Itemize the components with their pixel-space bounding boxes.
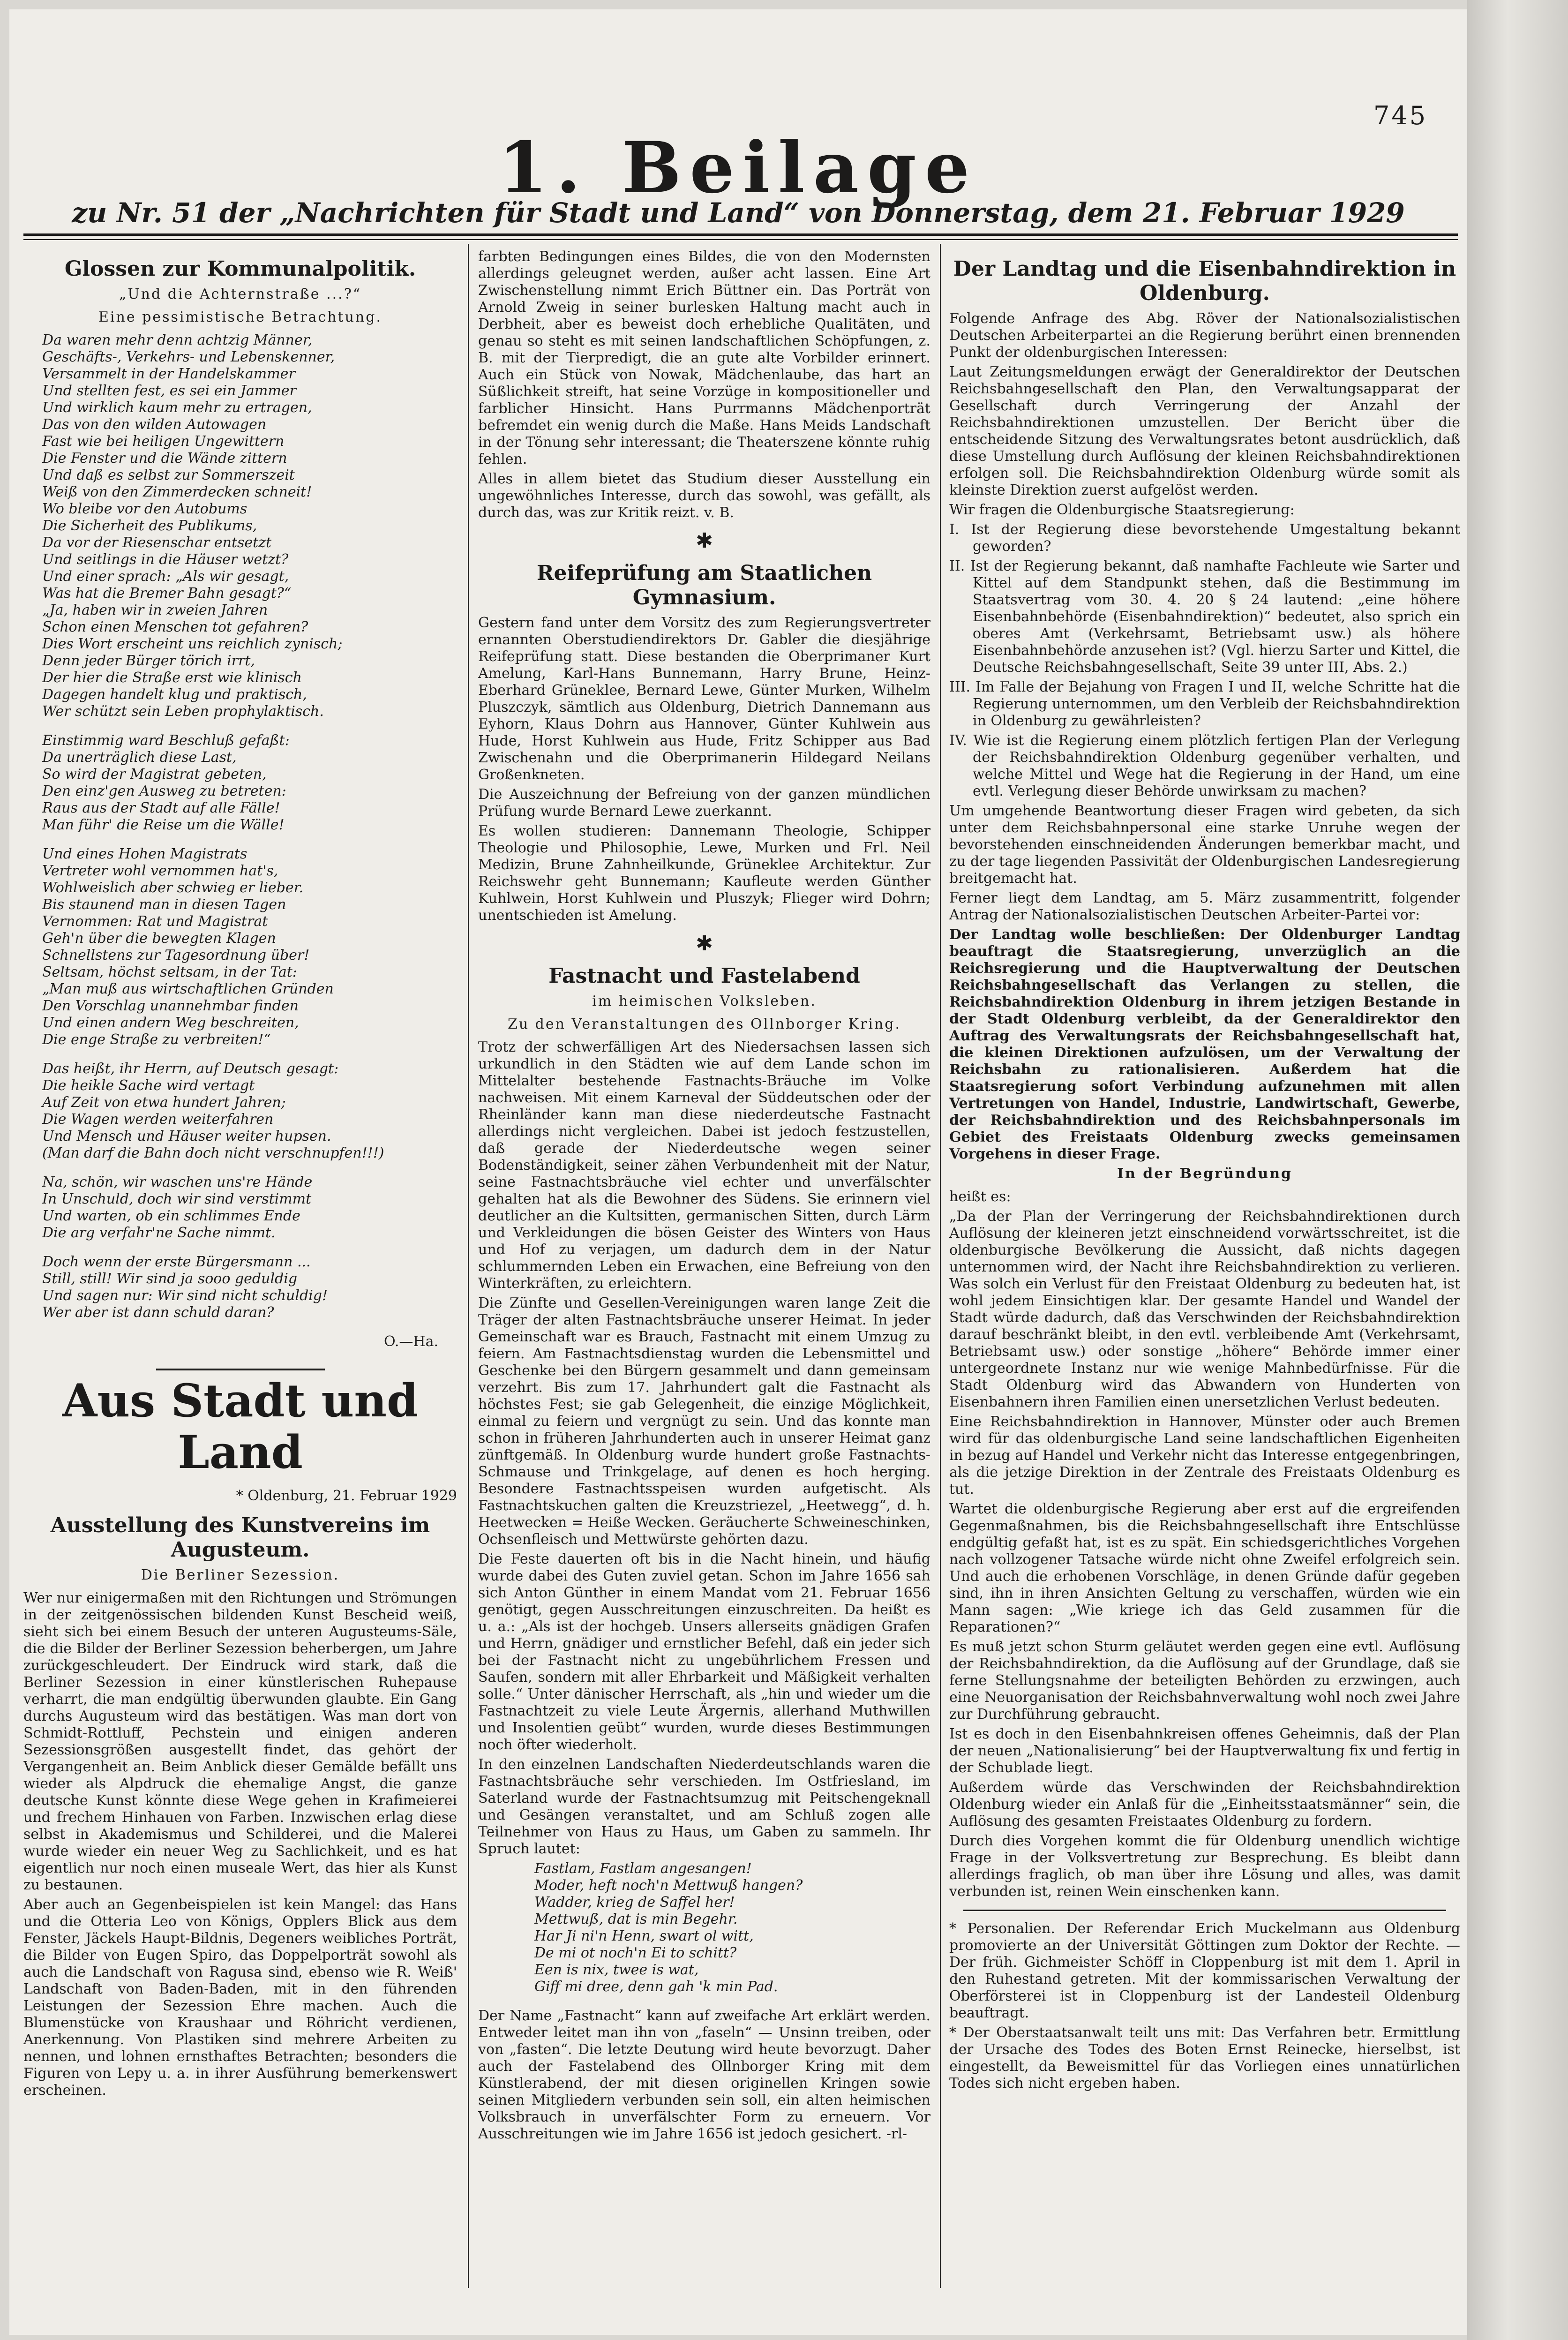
column-divider-1 xyxy=(468,244,469,2288)
article-paragraph: Laut Zeitungsmeldungen erwägt der Generaldirektor der Deutschen Reichsbahngesellschaft den Plan, den Verwaltungsapparat der Gesellschaft durch Verringerung der Anzahl der Reichsbahndirektionen umzustellen. Der Bericht über die entscheidende Sitzung des Verwaltungsrates betont ausdrücklich, daß diese Umstellung durch Auflösung der kleinen Reichsbahndirektionen erfolgen soll. Die Reichsbahndirektion Oldenburg würde somit als kleinste Direktion zuerst aufgelöst werden. xyxy=(949,364,1460,498)
article-paragraph: Aber auch an Gegenbeispielen ist kein Mangel: das Hans und die Otteria Leo von Königs, Opplers Blick aus dem Fenster, Jäckels Haupt-Bildnis, Degeners weibliches Porträt, die Bilder von Eugen Spiro, das Doppelporträt sowohl als auch die Landschaft von Ragusa sind, ebenso wie R. Weiß' Landschaft von Baden-Baden, mit in den führenden Leistungen der Sezession Ehre machen. Auch die Blumenstücke von Kraushaar und Röhricht verdienen, Anerkennung. Von Plastiken sind mehrere Arbeiten zu nennen, und lohnen ernsthaftes Betrachten; besonders die Figuren von Lepy u. a. in ihrer Ausführung bemerkenswert erscheinen. xyxy=(23,1896,457,2099)
article-paragraph: Es muß jetzt schon Sturm geläutet werden gegen eine evtl. Auflösung der Reichsbahndirektion, da die Auflösung auf der Grundlage, daß sie ferne Stellungsnahme der beteiligten Behörden zu erzwingen, auch eine Neuorganisation der Reichsbahnverwaltung wohl noch zwei Jahre zur Durchführung gebraucht. xyxy=(949,1639,1460,1723)
article-paragraph: Um umgehende Beantwortung dieser Fragen wird gebeten, da sich unter dem Reichsbahnpersonal eine starke Unruhe wegen der bevorstehenden einschneidenden Änderungen bemerkbar macht, und zu der tage liegenden Passivität der Oldenburgischen Landesregierung breitgemacht hat. xyxy=(949,803,1460,887)
news-note: * Der Oberstaatsanwalt teilt uns mit: Das Verfahren betr. Ermittlung der Ursache des Todes des Boten Ernst Reinecke, hierselbst, ist eingestellt, da Beweismittel für das Vorliegen eines unnatürlichen Todes sich nicht ergeben haben. xyxy=(949,2024,1460,2092)
article-paragraph: Trotz der schwerfälligen Art des Niedersachsen lassen sich urkundlich in den Städten wie auf dem Lande schon im Mittelalter bestehende Fastnachts-Bräuche im Volke nachweisen. Mit einem Karneval der Süddeutschen oder der Rheinländer kann man diese niederdeutsche Fastnacht allerdings nicht vergleichen. Dabei ist jedoch festzustellen, daß gerade der Niederdeutsche wegen seiner Bodenständigkeit, seiner zähen Verbundenheit mit der Natur, seine Fastnachtsbräuche viel echter und unverfälschter gehalten hat als die Bewohner des Südens. Sie erinnern viel deutlicher an die Kultsitten, germanischen Sitten, durch Lärm und Verkleidungen die bösen Geister des Winters von Haus und Hof zu verjagen, um dadurch dem in der Natur schlummernden Leben ein Erwachen, eine Befreiung von den Winterkräften, zu erleichtern. xyxy=(478,1039,930,1292)
article-paragraph: Ist es doch in den Eisenbahnkreisen offenes Geheimnis, daß der Plan der neuen „Nationalisierung“ bei der Hauptverwaltung fix und fertig in der Schublade liegt. xyxy=(949,1726,1460,1776)
article-paragraph: „Da der Plan der Verringerung der Reichsbahndirektionen durch Auflösung der kleineren jetzt einschneidend vorwärtsschreitet, ist die oldenburgische Bevölkerung die Aussicht, daß nichts dagegen unternommen wird, der Nacht ihre Reichsbahndirektion zu verlieren. Was solch ein Verlust für den Freistaat Oldenburg zu bedeuten hat, ist wohl jedem Einsichtigen klar. Der gesamte Handel und Wandel der Stadt würde dadurch, daß das Verschwinden der Reichsbahndirektion darauf beschränkt bleibt, in den evtl. verbleibende Amt (Verkehrsamt, Betriebsamt usw.) oder sonstige „höhere“ Behörde immer einer untergeordnete Instanz nur wie wenige Mahnbedürfnisse. Für die Stadt Oldenburg wird das Abwandern von Hunderten von Eisenbahnern ihren Familien einen unersetzlichen Verlust bedeuten. xyxy=(949,1208,1460,1410)
article-note-fastnacht: Zu den Veranstaltungen des Ollnborger Kring. xyxy=(507,1016,901,1032)
article-subheading-fastnacht: im heimischen Volksleben. xyxy=(592,993,817,1009)
article-heading-landtag: Der Landtag und die Eisenbahndirektion in Oldenburg. xyxy=(953,257,1456,305)
landtag-motion: Der Landtag wolle beschließen: Der Oldenburger Landtag beauftragt die Staatsregierung, unverzüglich an die Reichsregierung und die Hauptverwaltung der Deutschen Reichsbahngesellschaft das Verlangen zu stellen, die Reichsbahndirektion Oldenburg in ihrem jetzigen Bestande in der Stadt Oldenburg verbleibt, da der Generaldirektor den Auftrag des Verwaltungsrats der Reichsbahngesellschaft hat, die kleinen Direktionen aufzulösen, um der Verwaltung der Reichsbahn zu rationalisieren. Außerdem hat die Staatsregierung sofort Verbindung aufzunehmen mit allen Vertretungen von Handel, Industrie, Landwirtschaft, Gewerbe, der Reichsbahndirektion und des Reichsbahnpersonals im Gebiet des Freistaats Oldenburg zwecks gemeinsamen Vorgehens in dieser Frage. xyxy=(949,926,1460,1162)
column-3 xyxy=(949,248,1460,2283)
column-divider-2 xyxy=(940,244,941,2288)
supplement-title: 1. Beilage xyxy=(498,127,978,209)
header-rule-bottom xyxy=(23,239,1458,240)
question-item: III. Im Falle der Bejahung von Fragen I und II, welche Schritte hat die Regierung unternommen, um den Verbleib der Reichsbahndirektion in Oldenburg zu gewährleisten? xyxy=(949,679,1460,729)
glossen-intro: Eine pessimistische Betrachtung. xyxy=(98,309,382,325)
verse-stanza: Einstimmig ward Beschluß gefaßt: Da unerträglich diese Last, So wird der Magistrat gebeten, Den einz'gen Ausweg zu betreten: Raus aus der Stadt auf alle Fälle! Man führ' die Reise um die Wälle! xyxy=(42,732,290,833)
section-heading-aus-stadt-und-land: Aus Stadt und Land xyxy=(62,1374,419,1479)
verse-stanza: Und eines Hohen Magistrats Vertreter wohl vernommen hat's, Wohlweislich aber schwieg er lieber. Bis staunend man in diesen Tagen Vernommen: Rat und Magistrat Geh'n über die bewegten Klagen Schnellstens zur Tagesordnung über! Seltsam, höchst seltsam, in der Tat: „Man muß aus wirtschaftlichen Gründen Den Vorschlag unannehmbar finden Und einen andern Weg beschreiten, Die enge Straße zu verbreiten!“ xyxy=(42,846,334,1048)
news-note: * Personalien. Der Referendar Erich Muckelmann aus Oldenburg promovierte an der Universität Göttingen zum Doktor der Rechte. — Der früh. Gichmeister Schöff in Cloppenburg ist mit dem 1. April in den Ruhestand getreten. Mit der kommissarischen Verwaltung der Oberförsterei ist in Cloppenburg ist der Landesteil Oldenburg beauftragt. xyxy=(949,1920,1460,2021)
column-1 xyxy=(23,248,457,2283)
question-item: IV. Wie ist die Regierung einem plötzlich fertigen Plan der Verlegung der Reichsbahndirektion Oldenburg gegenüber verhalten, und welche Mittel und Wege hat die Regierung in der Hand, um eine evtl. Verlegung dieser Behörde unwirksam zu machen? xyxy=(949,732,1460,799)
glossen-heading: Glossen zur Kommunalpolitik. xyxy=(64,257,416,281)
article-paragraph: heißt es: xyxy=(949,1189,1011,1205)
article-paragraph: Die Auszeichnung der Befreiung von der ganzen mündlichen Prüfung wurde Bernard Lewe zuerkannt. xyxy=(478,786,930,820)
verse-stanza: Da waren mehr denn achtzig Männer, Geschäfts-, Verkehrs- und Lebenskenner, Versammelt in der Handelskammer Und stellten fest, es sei ein Jammer Und wirklich kaum mehr zu ertragen, Das von den wilden Autowagen Fast wie bei heiligen Ungewittern Die Fenster und die Wände zittern Und daß es selbst zur Sommerszeit Weiß von den Zimmerdecken schneit! Wo bleibe vor den Autobums Die Sicherheit des Publikums, Da vor der Riesenschar entsetzt Und seitlings in die Häuser wetzt? Und einer sprach: „Als wir gesagt, Was hat die Bremer Bahn gesagt?“ „Ja, haben wir in zweien Jahren Schon einen Menschen tot gefahren? Dies Wort erscheint uns reichlich zynisch; Denn jeder Bürger törich irrt, Der hier die Straße erst wie klinisch Dagegen handelt klug und praktisch, Wer schützt sein Leben prophylaktisch. xyxy=(42,332,343,720)
fastnacht-song: Fastlam, Fastlam angesangen! Moder, heft noch'n Mettwuß hangen? Wadder, krieg de Saffel her! Mettwuß, dat is min Begehr. Har Ji ni'n Henn, swart ol witt, De mi ot noch'n Ei to schitt? Een is nix, twee is wat, Giff mi dree, denn gah 'k min Pad. xyxy=(534,1860,803,1995)
article-heading-ausstellung: Ausstellung des Kunstvereins im Augusteum. xyxy=(50,1513,430,1562)
article-separator xyxy=(963,1910,1446,1911)
article-paragraph: Es wollen studieren: Dannemann Theologie, Schipper Theologie und Philosophie, Lewe, Murken und Frl. Neil Medizin, Brune Zahnheilkunde, Grüneklee Architektur. Zur Reichswehr geht Bunnemann; Kaufleute werden Günther Kuhlwein, Horst Kuhlwein und Pluszyk; Flieger wird Dohrn; unentschieden ist Amelung. xyxy=(478,823,930,924)
article-subheading-sezession: Die Berliner Sezession. xyxy=(141,1567,340,1583)
page-number: 745 xyxy=(1373,101,1428,130)
glossen-signature: O.—Ha. xyxy=(384,1333,438,1350)
reason-heading: In der Begründung xyxy=(1117,1166,1293,1182)
article-heading-fastnacht: Fastnacht und Fastelabend xyxy=(548,964,860,988)
question-item: II. Ist der Regierung bekannt, daß namhafte Fachleute wie Sarter und Kittel auf dem Standpunkt stehen, daß die Bestimmung im Staatsvertrag vom 30. 4. 20 § 24 lautend: „eine höhere Eisenbahnbehörde (Eisenbahndirektion)“ bedeutet, also sprich ein oberes Amt (Verkehrsamt, Betriebsamt usw.) als höhere Eisenbahnbehörde anzusehen ist? (Vgl. hierzu Sarter und Kittel, die Deutsche Reichsbahngesellschaft, Seite 39 unter III, Abs. 2.) xyxy=(949,558,1460,676)
supplement-subtitle: zu Nr. 51 der „Nachrichten für Stadt und Land“ von Donnerstag, dem 21. Februar 1929 xyxy=(72,197,1405,229)
article-separator-star: ✱ xyxy=(696,932,713,956)
article-paragraph: farbten Bedingungen eines Bildes, die von den Modernsten allerdings geleugnet werden, außer acht lassen. Eine Art Zwischenstellung nimmt Erich Büttner ein. Das Porträt von Arnold Zweig in seiner burlesken Haltung macht auch in Derbheit, aber es beweist doch erhebliche Qualitäten, und genau so steht es mit seinen landschaftlichen Schöpfungen, z. B. mit der Tierpredigt, die an gute alte Vorbilder erinnert. Auch ein Stück von Nowak, Mädchenlaube, das hart an Süßlichkeit streift, hat seine Vorzüge in kompositioneller und farblicher Hinsicht. Hans Purrmanns Mädchenporträt befremdet ein wenig durch die Maße. Hans Meids Landschaft in der Tönung sehr interessant; die Theaterszene könnte ruhig fehlen. xyxy=(478,248,930,467)
article-paragraph: Eine Reichsbahndirektion in Hannover, Münster oder auch Bremen wird für das oldenburgische Land seine landschaftlichen Eigenheiten in bezug auf Handel und Verkehr nicht das Interesse entgegenbringen, als die jetzige Direktion in der Zentrale des Freistaats Oldenburg es tut. xyxy=(949,1414,1460,1497)
verse-stanza: Das heißt, ihr Herrn, auf Deutsch gesagt: Die heikle Sache wird vertagt Auf Zeit von etwa hundert Jahren; Die Wagen werden weiterfahren Und Mensch und Häuser weiter hupsen. (Man darf die Bahn doch nicht verschnupfen!!!) xyxy=(42,1061,384,1161)
question-item: I. Ist der Regierung diese bevorstehende Umgestaltung bekannt geworden? xyxy=(949,521,1460,555)
article-heading-reifepruefung: Reifeprüfung am Staatlichen Gymnasium. xyxy=(536,561,872,609)
article-paragraph: Folgende Anfrage des Abg. Röver der Nationalsozialistischen Deutschen Arbeiterpartei an die Regierung berührt einen brennenden Punkt der oldenburgischen Interessen: xyxy=(949,310,1460,361)
verse-stanza: Na, schön, wir waschen uns're Hände In Unschuld, doch wir sind verstimmt Und warten, ob ein schlimmes Ende Die arg verfahr'ne Sache nimmt. xyxy=(42,1174,313,1241)
verse-stanza: Doch wenn der erste Bürgersmann ... Still, still! Wir sind ja sooo geduldig Und sagen nur: Wir sind nicht schuldig! Wer aber ist dann schuld daran? xyxy=(42,1254,328,1321)
article-paragraph: Die Feste dauerten oft bis in die Nacht hinein, und häufig wurde dabei des Guten zuviel getan. Schon im Jahre 1656 sah sich Anton Günther in einem Mandat vom 21. Februar 1656 genötigt, gegen Ausschreitungen einzuschreiten. Da heißt es u. a.: „Als ist der hochgeb. Unsers allerseits gnädigen Grafen und Herrn, gnädiger und ernstlicher Befehl, daß ein jeder sich bei der Fastnacht nicht zu ungebührlichem Fressen und Saufen, sondern mit aller Ehrbarkeit und Mäßigkeit verhalten solle.“ Unter dänischer Herrschaft, als „hin und wieder um die Fastnachtzeit zu viele Leute Ärgernis, allerhand Muthwillen und Insolentien geübt“ wurden, wurde dieses Bestimmungen noch öfter wiederholt. xyxy=(478,1551,930,1753)
column-2 xyxy=(478,248,930,2283)
section-separator xyxy=(156,1369,325,1370)
article-paragraph: Wir fragen die Oldenburgische Staatsregierung: xyxy=(949,502,1295,518)
newspaper-page xyxy=(9,9,1467,2335)
header-rule-top xyxy=(23,233,1458,236)
article-separator-star: ✱ xyxy=(696,529,713,553)
article-paragraph: Wartet die oldenburgische Regierung aber erst auf die ergreifenden Gegenmaßnahmen, bis die Reichsbahngesellschaft ihre Entschlüsse endgültig gefaßt hat, ist es zu spät. Ein schiedsgerichtliches Vorgehen nach vollzogener Tatsache würde nicht ohne Zweifel erfolgreich sein. Und auch die erhobenen Vorschläge, in denen Gründe dafür gegeben sind, ihn in ihren Ansichten Geltung zu verschaffen, würden wie ein Mann sagen: „Wie kriege ich das Geld zusammen für die Reparationen?“ xyxy=(949,1501,1460,1635)
article-paragraph: Alles in allem bietet das Studium dieser Ausstellung ein ungewöhnliches Interesse, durch das sowohl, was gefällt, als durch das, was zur Kritik reizt. v. B. xyxy=(478,471,930,521)
article-paragraph: Durch dies Vorgehen kommt die für Oldenburg unendlich wichtige Frage in der Volksvertretung zur Besprechung. Es bleibt dann allerdings fraglich, ob man über ihre Lösung und alles, was damit verbunden ist, reinen Wein einschenken kann. xyxy=(949,1833,1460,1900)
article-paragraph: Wer nur einigermaßen mit den Richtungen und Strömungen in der zeitgenössischen bildenden Kunst Bescheid weiß, sieht sich bei einem Besuch der unteren Augusteums-Säle, die die Bilder der Berliner Sezession beherbergen, um Jahre zurückgeschleudert. Der Eindruck wird stark, daß die Berliner Sezession in einer künstlerischen Ruhepause verharrt, die man endgültig überwunden glaubte. Ein Gang durchs Augusteum wird das bestätigen. Was man dort von Schmidt-Rottluff, Pechstein und einigen anderen Sezessionsgrößen ausgestellt findet, das gehört der Vergangenheit an. Beim Anblick dieser Gemälde befällt uns wieder als Alpdruck die ehemalige Angst, die ganze deutsche Kunst könnte diese Wege gehen in Krafimeierei und frechem Hinhauen von Farben. Inzwischen erlag diese selbst in Akademismus und Schilderei, und die Malerei wurde wieder ein neuer Weg zu Sachlichkeit, und es hat eigentlich nur noch einen museale Wert, das hier als Kunst zu bestaunen. xyxy=(23,1590,457,1893)
article-paragraph: Die Zünfte und Gesellen-Vereinigungen waren lange Zeit die Träger der alten Fastnachtsbräuche unserer Heimat. In jeder Gemeinschaft war es Brauch, Fastnacht mit einem Umzug zu feiern. Am Fastnachtsdienstag wurden die Lebensmittel und Geschenke bei den Bürgern gesammelt und dann gemeinsam verzehrt. Bis zum 17. Jahrhundert galt die Fastnacht als höchstes Fest; sie gab Gelegenheit, die einzige Möglichkeit, einmal zu feiern und vergnügt zu sein. Und das konnte man schon in früheren Jahrhunderten auch in unserer Heimat ganz zünftgemäß. In Oldenburg wurde hundert große Fastnachts-Schmause und Trinkgelage, auf denen es hoch herging. Besondere Fastnachtsspeisen wurden aufgetischt. Als Fastnachtskuchen galten die Kreuzstriezel, „Heetwegg“, d. h. Heetwecken = Heiße Wecken. Geräucherte Schweineschinken, Ochsenfleisch und Mettwürste gehörten dazu. xyxy=(478,1295,930,1548)
article-paragraph: Ferner liegt dem Landtag, am 5. März zusammentritt, folgender Antrag der Nationalsozialistischen Deutschen Arbeiter-Partei vor: xyxy=(949,890,1460,923)
article-paragraph: Der Name „Fastnacht“ kann auf zweifache Art erklärt werden. Entweder leitet man ihn von „faseln“ — Unsinn treiben, oder von „fasten“. Die letzte Deutung wird heute bevorzugt. Daher auch der Fastelabend des Ollnborger Kring mit dem Künstlerabend, der mit diesen originellen Kringen sowie seinen Mitgliedern verbunden sein soll, ein alten heimischen Volksbrauch in unverfälschter Form zu erneuern. Vor Ausschreitungen wie im Jahre 1656 ist jedoch gesichert. -rl- xyxy=(478,2008,930,2142)
dateline: * Oldenburg, 21. Februar 1929 xyxy=(236,1488,457,1504)
article-paragraph: Gestern fand unter dem Vorsitz des zum Regierungsvertreter ernannten Oberstudiendirektors Dr. Gabler die diesjährige Reifeprüfung statt. Diese bestanden die Oberprimaner Kurt Amelung, Karl-Hans Bunnemann, Harry Brune, Heinz-Eberhard Grüneklee, Bernard Lewe, Günter Murken, Wilhelm Pluszczyk, sämtlich aus Oldenburg, Dietrich Dannemann aus Eyhorn, Klaus Dohrn aus Hannover, Günter Kuhlwein aus Hude, Horst Kuhlwein aus Hude, Fritz Schipper aus Bad Zwischenahn und die Oberprimanerin Hildegard Neilans Großenkneten. xyxy=(478,615,930,783)
adjacent-page-edge xyxy=(1467,0,1568,2340)
article-paragraph: In den einzelnen Landschaften Niederdeutschlands waren die Fastnachtsbräuche sehr verschieden. Im Ostfriesland, im Saterland wurde der Fastnachtsumzug mit Peitschengeknall und Gesängen veranstaltet, und am Schluß zogen alle Teilnehmer von Haus zu Haus, um Gaben zu sammeln. Ihr Spruch lautet: xyxy=(478,1756,930,1857)
article-paragraph: Außerdem würde das Verschwinden der Reichsbahndirektion Oldenburg wieder ein Anlaß für die „Einheitsstaatsmänner“ sein, die Auflösung des gesamten Freistaates Oldenburg zu fordern. xyxy=(949,1779,1460,1829)
glossen-subheading: „Und die Achternstraße ...?“ xyxy=(119,286,362,302)
